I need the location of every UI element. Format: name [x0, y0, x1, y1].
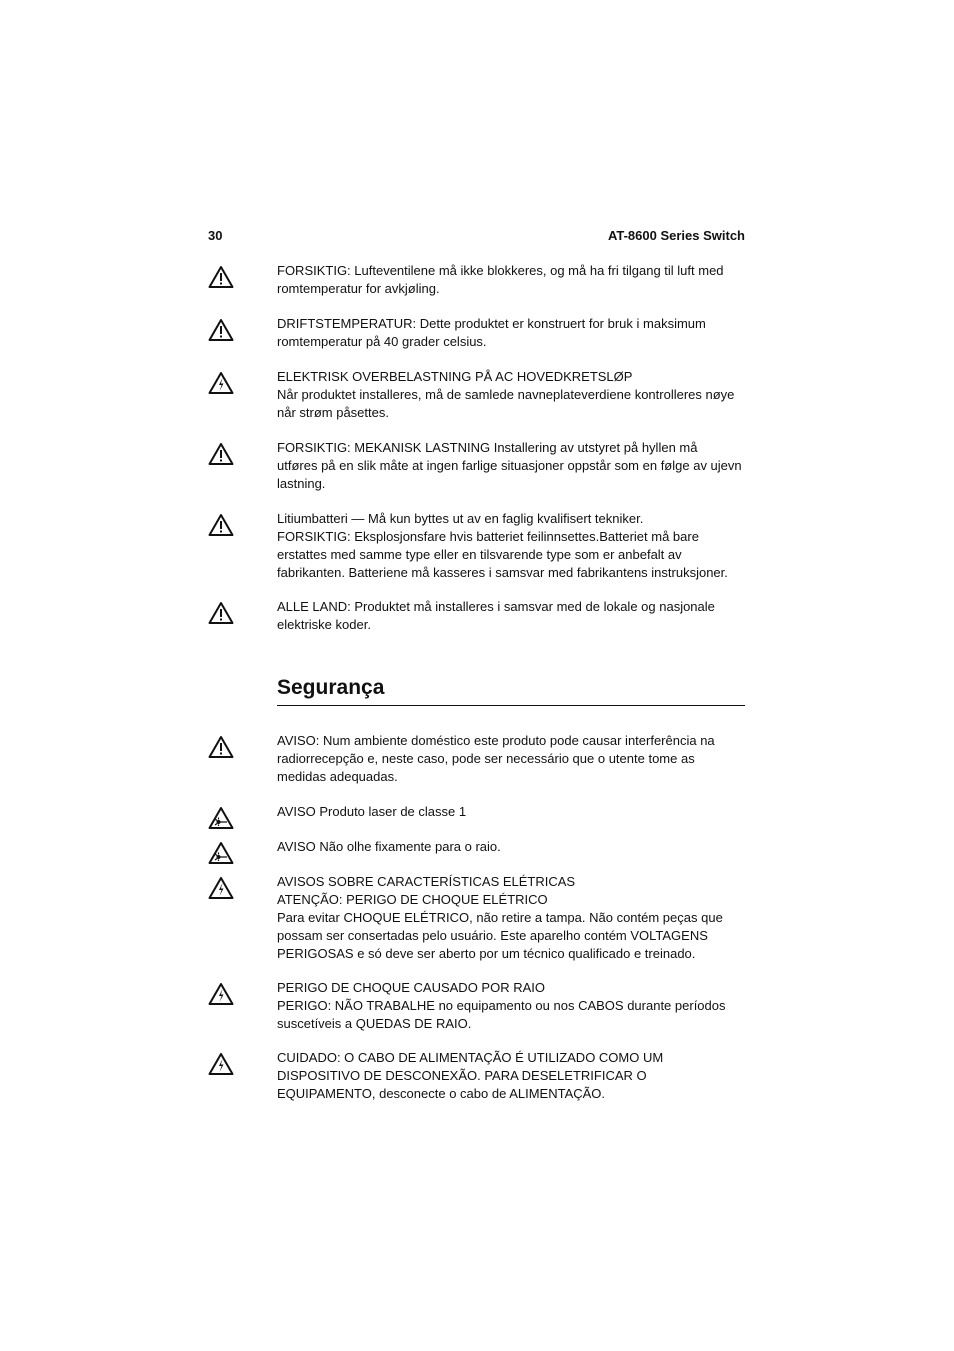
section-heading: [277, 673, 745, 706]
notice-line: AVISO: Num ambiente doméstico este produto pode causar interferência na: [277, 733, 715, 748]
page-number: 30: [208, 228, 223, 243]
laser-hazard-icon: [208, 806, 234, 830]
warning-triangle-icon: [208, 265, 234, 289]
notice-line: AVISO Não olhe fixamente para o raio.: [277, 839, 501, 854]
notice-line: erstattes med samme type eller en tilsvarende type som er anbefalt av: [277, 547, 682, 562]
notice-line: FORSIKTIG: Eksplosjonsfare hvis batteriet feilinnsettes.Batteriet må bare: [277, 529, 699, 544]
warning-triangle-icon: [208, 318, 234, 342]
notice-text: [277, 979, 745, 1033]
notice-line: ATENÇÃO: PERIGO DE CHOQUE ELÉTRICO: [277, 892, 548, 907]
notice-text: [277, 315, 745, 351]
notice-text: [277, 838, 745, 856]
warning-triangle-icon: [208, 735, 234, 759]
warning-triangle-icon: [208, 442, 234, 466]
notice-line: Når produktet installeres, må de samlede navneplateverdiene kontrolleres nøye: [277, 387, 735, 402]
warning-triangle-icon: [208, 601, 234, 625]
running-title: AT-8600 Series Switch: [607, 228, 745, 243]
notice-text: [277, 439, 745, 493]
notice-line: Litiumbatteri — Må kun byttes ut av en faglig kvalifisert tekniker.: [277, 511, 644, 526]
notice-line: utføres på en slik måte at ingen farlige situasjoner oppstår som en følge av ujevn: [277, 458, 742, 473]
page-header: [208, 228, 745, 246]
notice-line: AVISO Produto laser de classe 1: [277, 804, 467, 819]
notice-line: Para evitar CHOQUE ELÉTRICO, não retire a tampa. Não contém peças que: [277, 910, 723, 925]
notice-line: ELEKTRISK OVERBELASTNING PÅ AC HOVEDKRETSLØP: [277, 369, 633, 384]
electrical-hazard-icon: [208, 371, 234, 395]
notice-line: når strøm påsettes.: [277, 405, 389, 420]
notice-line: DISPOSITIVO DE DESCONEXÃO. PARA DESELETRIFICAR O: [277, 1068, 647, 1083]
notice-line: CUIDADO: O CABO DE ALIMENTAÇÃO É UTILIZADO COMO UM: [277, 1050, 664, 1065]
notice-line: FORSIKTIG: MEKANISK LASTNING Installering av utstyret på hyllen må: [277, 440, 698, 455]
notice-line: EQUIPAMENTO, desconecte o cabo de ALIMENTAÇÃO.: [277, 1086, 606, 1101]
notice-line: romtemperatur på 40 grader celsius.: [277, 334, 487, 349]
notice-line: PERIGO: NÃO TRABALHE no equipamento ou nos CABOS durante períodos: [277, 998, 726, 1013]
notice-text: [277, 510, 745, 582]
notice-line: AVISOS SOBRE CARACTERÍSTICAS ELÉTRICAS: [277, 874, 576, 889]
notice-line: lastning.: [277, 476, 326, 491]
laser-hazard-icon: [208, 841, 234, 865]
notice-text: [277, 803, 745, 821]
notice-line: medidas adequadas.: [277, 769, 398, 784]
electrical-hazard-icon: [208, 876, 234, 900]
notice-line: ALLE LAND: Produktet må installeres i samsvar med de lokale og nasjonale: [277, 599, 715, 614]
notice-line: DRIFTSTEMPERATUR: Dette produktet er konstruert for bruk i maksimum: [277, 316, 706, 331]
electrical-hazard-icon: [208, 1052, 234, 1076]
notice-text: [277, 873, 745, 963]
notice-line: fabrikanten. Batteriene må kasseres i samsvar med fabrikantens instruksjoner.: [277, 565, 728, 580]
notice-line: radiorrecepção e, neste caso, pode ser necessário que o utente tome as: [277, 751, 695, 766]
notice-line: FORSIKTIG: Lufteventilene må ikke blokkeres, og må ha fri tilgang til luft med: [277, 263, 724, 278]
notice-text: [277, 732, 745, 786]
notice-line: PERIGOSAS e só deve ser aberto por um técnico qualificado e treinado.: [277, 946, 696, 961]
section-title: Segurança: [277, 676, 385, 699]
notice-line: romtemperatur for avkjøling.: [277, 281, 440, 296]
notice-line: PERIGO DE CHOQUE CAUSADO POR RAIO: [277, 980, 545, 995]
notice-line: suscetíveis a QUEDAS DE RAIO.: [277, 1016, 472, 1031]
notice-text: [277, 1049, 745, 1103]
notice-text: [277, 262, 745, 298]
notice-text: [277, 598, 745, 634]
notice-text: [277, 368, 745, 422]
warning-triangle-icon: [208, 513, 234, 537]
notice-line: possam ser consertadas pelo usuário. Este aparelho contém VOLTAGENS: [277, 928, 708, 943]
electrical-hazard-icon: [208, 982, 234, 1006]
notice-line: elektriske koder.: [277, 617, 371, 632]
